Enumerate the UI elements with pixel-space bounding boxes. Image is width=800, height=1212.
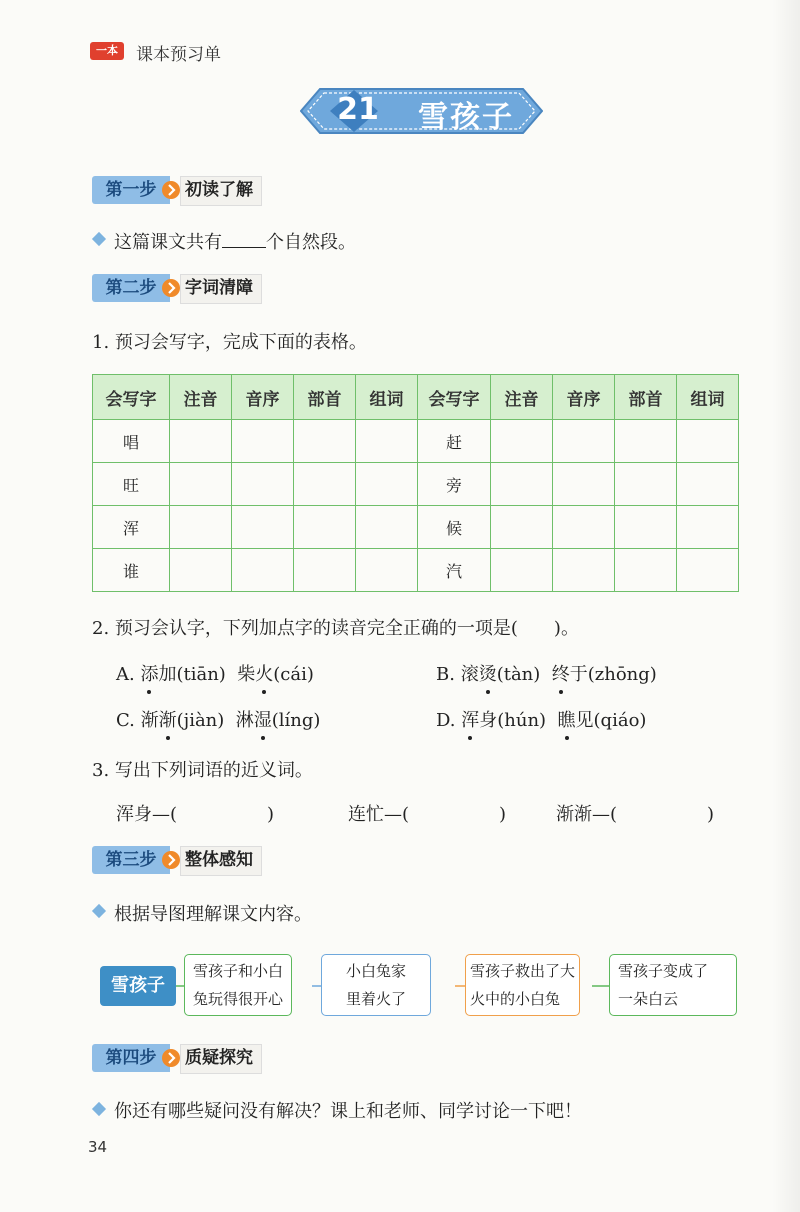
node-line: 里着火了 xyxy=(346,990,407,1008)
option-letter: D. xyxy=(436,710,456,731)
option-letter: C. xyxy=(116,710,135,731)
node-line: 兔玩得很开心 xyxy=(193,990,284,1008)
answer-cell[interactable] xyxy=(294,463,356,506)
answer-cell[interactable] xyxy=(677,463,739,506)
answer-cell[interactable] xyxy=(677,506,739,549)
option-a[interactable] xyxy=(116,660,314,686)
mind-map-root: 雪孩子 xyxy=(100,966,176,1006)
table-header-cell: 部首 xyxy=(294,375,356,420)
answer-cell[interactable] xyxy=(553,506,615,549)
pinyin: (tàn) xyxy=(496,664,541,685)
pinyin: (tiān) xyxy=(176,664,226,685)
step4-text: 你还有哪些疑问没有解决？课上和老师、同学讨论一下吧！ xyxy=(114,1101,582,1122)
table-header-cell: 部首 xyxy=(615,375,677,420)
answer-cell[interactable] xyxy=(615,420,677,463)
step3-text: 根据导图理解课文内容。 xyxy=(114,904,312,925)
char-cell: 旁 xyxy=(418,463,491,506)
synonym-item[interactable]: 连忙—( ) xyxy=(348,804,507,825)
mind-map-node xyxy=(321,954,431,1016)
word-char: 见 xyxy=(575,710,594,731)
step-name: 质疑探究 xyxy=(180,1044,262,1074)
answer-cell[interactable] xyxy=(615,549,677,592)
table-row xyxy=(93,549,739,592)
chevron-right-icon xyxy=(162,279,180,297)
table-row xyxy=(93,463,739,506)
node-line: 雪孩子和小白 xyxy=(193,962,284,980)
dotted-char: 瞧 xyxy=(558,706,576,732)
option-c[interactable] xyxy=(116,706,320,732)
pinyin: (qiáo) xyxy=(593,710,647,731)
page-number: 34 xyxy=(88,1138,108,1156)
dotted-char: 火 xyxy=(255,660,273,686)
pinyin: (jiàn) xyxy=(176,710,225,731)
diamond-bullet-icon xyxy=(92,904,106,918)
table-header-cell: 组词 xyxy=(356,375,418,420)
series-logo-badge: 一本 xyxy=(90,42,124,60)
lesson-number: 21 xyxy=(337,92,379,127)
answer-cell[interactable] xyxy=(553,420,615,463)
dotted-char: 烫 xyxy=(479,660,497,686)
pinyin: (hún) xyxy=(497,710,547,731)
pinyin: (líng) xyxy=(271,710,321,731)
answer-cell[interactable] xyxy=(294,549,356,592)
char-cell: 候 xyxy=(418,506,491,549)
chevron-right-icon xyxy=(162,851,180,869)
lesson-title: 雪孩子 xyxy=(418,100,514,135)
option-d[interactable] xyxy=(436,706,646,732)
dotted-char: 渐 xyxy=(159,706,177,732)
step-tag: 第三步 xyxy=(92,846,170,874)
answer-cell[interactable] xyxy=(170,420,232,463)
step1-question xyxy=(114,228,356,254)
q2-prompt: 2. 预习会认字，下列加点字的读音完全正确的一项是( )。 xyxy=(92,618,579,639)
table-header-cell: 会写字 xyxy=(93,375,170,420)
table-header-cell: 音序 xyxy=(232,375,294,420)
word-char: 滚 xyxy=(460,664,479,685)
step-tag: 第一步 xyxy=(92,176,170,204)
char-cell: 汽 xyxy=(418,549,491,592)
option-letter: B. xyxy=(436,664,455,685)
pinyin: (zhōng) xyxy=(587,664,657,685)
answer-cell[interactable] xyxy=(491,420,553,463)
option-letter: A. xyxy=(116,664,135,685)
mind-map-node xyxy=(609,954,737,1016)
synonym-item[interactable]: 浑身—( ) xyxy=(116,804,275,825)
answer-cell[interactable] xyxy=(677,549,739,592)
chevron-right-icon xyxy=(162,1049,180,1067)
answer-cell[interactable] xyxy=(170,506,232,549)
word-char: 加 xyxy=(158,664,177,685)
word-char: 柴 xyxy=(237,664,256,685)
word-char: 身 xyxy=(479,710,498,731)
q1-prompt: 1. 预习会写字，完成下面的表格。 xyxy=(92,332,367,353)
table-row xyxy=(93,420,739,463)
table-header-cell: 组词 xyxy=(677,375,739,420)
writing-characters-table xyxy=(92,374,739,592)
mind-map-node xyxy=(465,954,580,1016)
table-header-cell: 注音 xyxy=(170,375,232,420)
answer-cell[interactable] xyxy=(491,549,553,592)
dotted-char: 终 xyxy=(552,660,570,686)
table-header-cell: 注音 xyxy=(491,375,553,420)
page-edge-shadow xyxy=(772,0,800,1212)
option-b[interactable] xyxy=(436,660,657,686)
answer-cell[interactable] xyxy=(232,420,294,463)
step1-text-before: 这篇课文共有 xyxy=(114,232,222,253)
answer-cell[interactable] xyxy=(491,463,553,506)
node-line: 雪孩子救出了大 xyxy=(470,962,576,980)
dotted-char: 浑 xyxy=(461,706,479,732)
table-header-row xyxy=(93,375,739,420)
node-line: 一朵白云 xyxy=(618,990,679,1008)
answer-cell[interactable] xyxy=(677,420,739,463)
table-header-cell: 音序 xyxy=(553,375,615,420)
answer-cell[interactable] xyxy=(356,549,418,592)
pinyin: (cái) xyxy=(273,664,314,685)
diamond-bullet-icon xyxy=(92,232,106,246)
answer-cell[interactable] xyxy=(232,506,294,549)
answer-cell[interactable] xyxy=(232,463,294,506)
step-name: 初读了解 xyxy=(180,176,262,206)
table-row xyxy=(93,506,739,549)
mind-map-node xyxy=(184,954,292,1016)
step1-text-after: 个自然段。 xyxy=(266,232,356,253)
answer-cell[interactable] xyxy=(294,420,356,463)
answer-cell[interactable] xyxy=(232,549,294,592)
answer-cell[interactable] xyxy=(553,463,615,506)
node-line: 雪孩子变成了 xyxy=(618,962,709,980)
answer-cell[interactable] xyxy=(356,463,418,506)
char-cell: 浑 xyxy=(93,506,170,549)
step-name: 字词清障 xyxy=(180,274,262,304)
answer-cell[interactable] xyxy=(170,549,232,592)
step-tag: 第二步 xyxy=(92,274,170,302)
node-line: 火中的小白兔 xyxy=(470,990,561,1008)
word-char: 于 xyxy=(569,664,588,685)
dotted-char: 湿 xyxy=(254,706,272,732)
answer-cell[interactable] xyxy=(491,506,553,549)
dotted-char: 添 xyxy=(140,660,158,686)
char-cell: 谁 xyxy=(93,549,170,592)
node-line: 小白兔家 xyxy=(346,962,407,980)
answer-cell[interactable] xyxy=(615,506,677,549)
char-cell: 旺 xyxy=(93,463,170,506)
table-header-cell: 会写字 xyxy=(418,375,491,420)
header-title: 课本预习单 xyxy=(136,45,221,65)
word-char: 淋 xyxy=(235,710,254,731)
chevron-right-icon xyxy=(162,181,180,199)
word-char: 渐 xyxy=(140,710,159,731)
answer-cell[interactable] xyxy=(170,463,232,506)
char-cell: 赶 xyxy=(418,420,491,463)
answer-cell[interactable] xyxy=(356,506,418,549)
char-cell: 唱 xyxy=(93,420,170,463)
q3-prompt: 3. 写出下列词语的近义词。 xyxy=(92,760,313,781)
synonym-item[interactable]: 渐渐—( ) xyxy=(556,804,715,825)
step-name: 整体感知 xyxy=(180,846,262,876)
answer-cell[interactable] xyxy=(553,549,615,592)
answer-cell[interactable] xyxy=(356,420,418,463)
answer-cell[interactable] xyxy=(615,463,677,506)
diamond-bullet-icon xyxy=(92,1102,106,1116)
answer-blank[interactable] xyxy=(222,231,266,248)
answer-cell[interactable] xyxy=(294,506,356,549)
step-tag: 第四步 xyxy=(92,1044,170,1072)
